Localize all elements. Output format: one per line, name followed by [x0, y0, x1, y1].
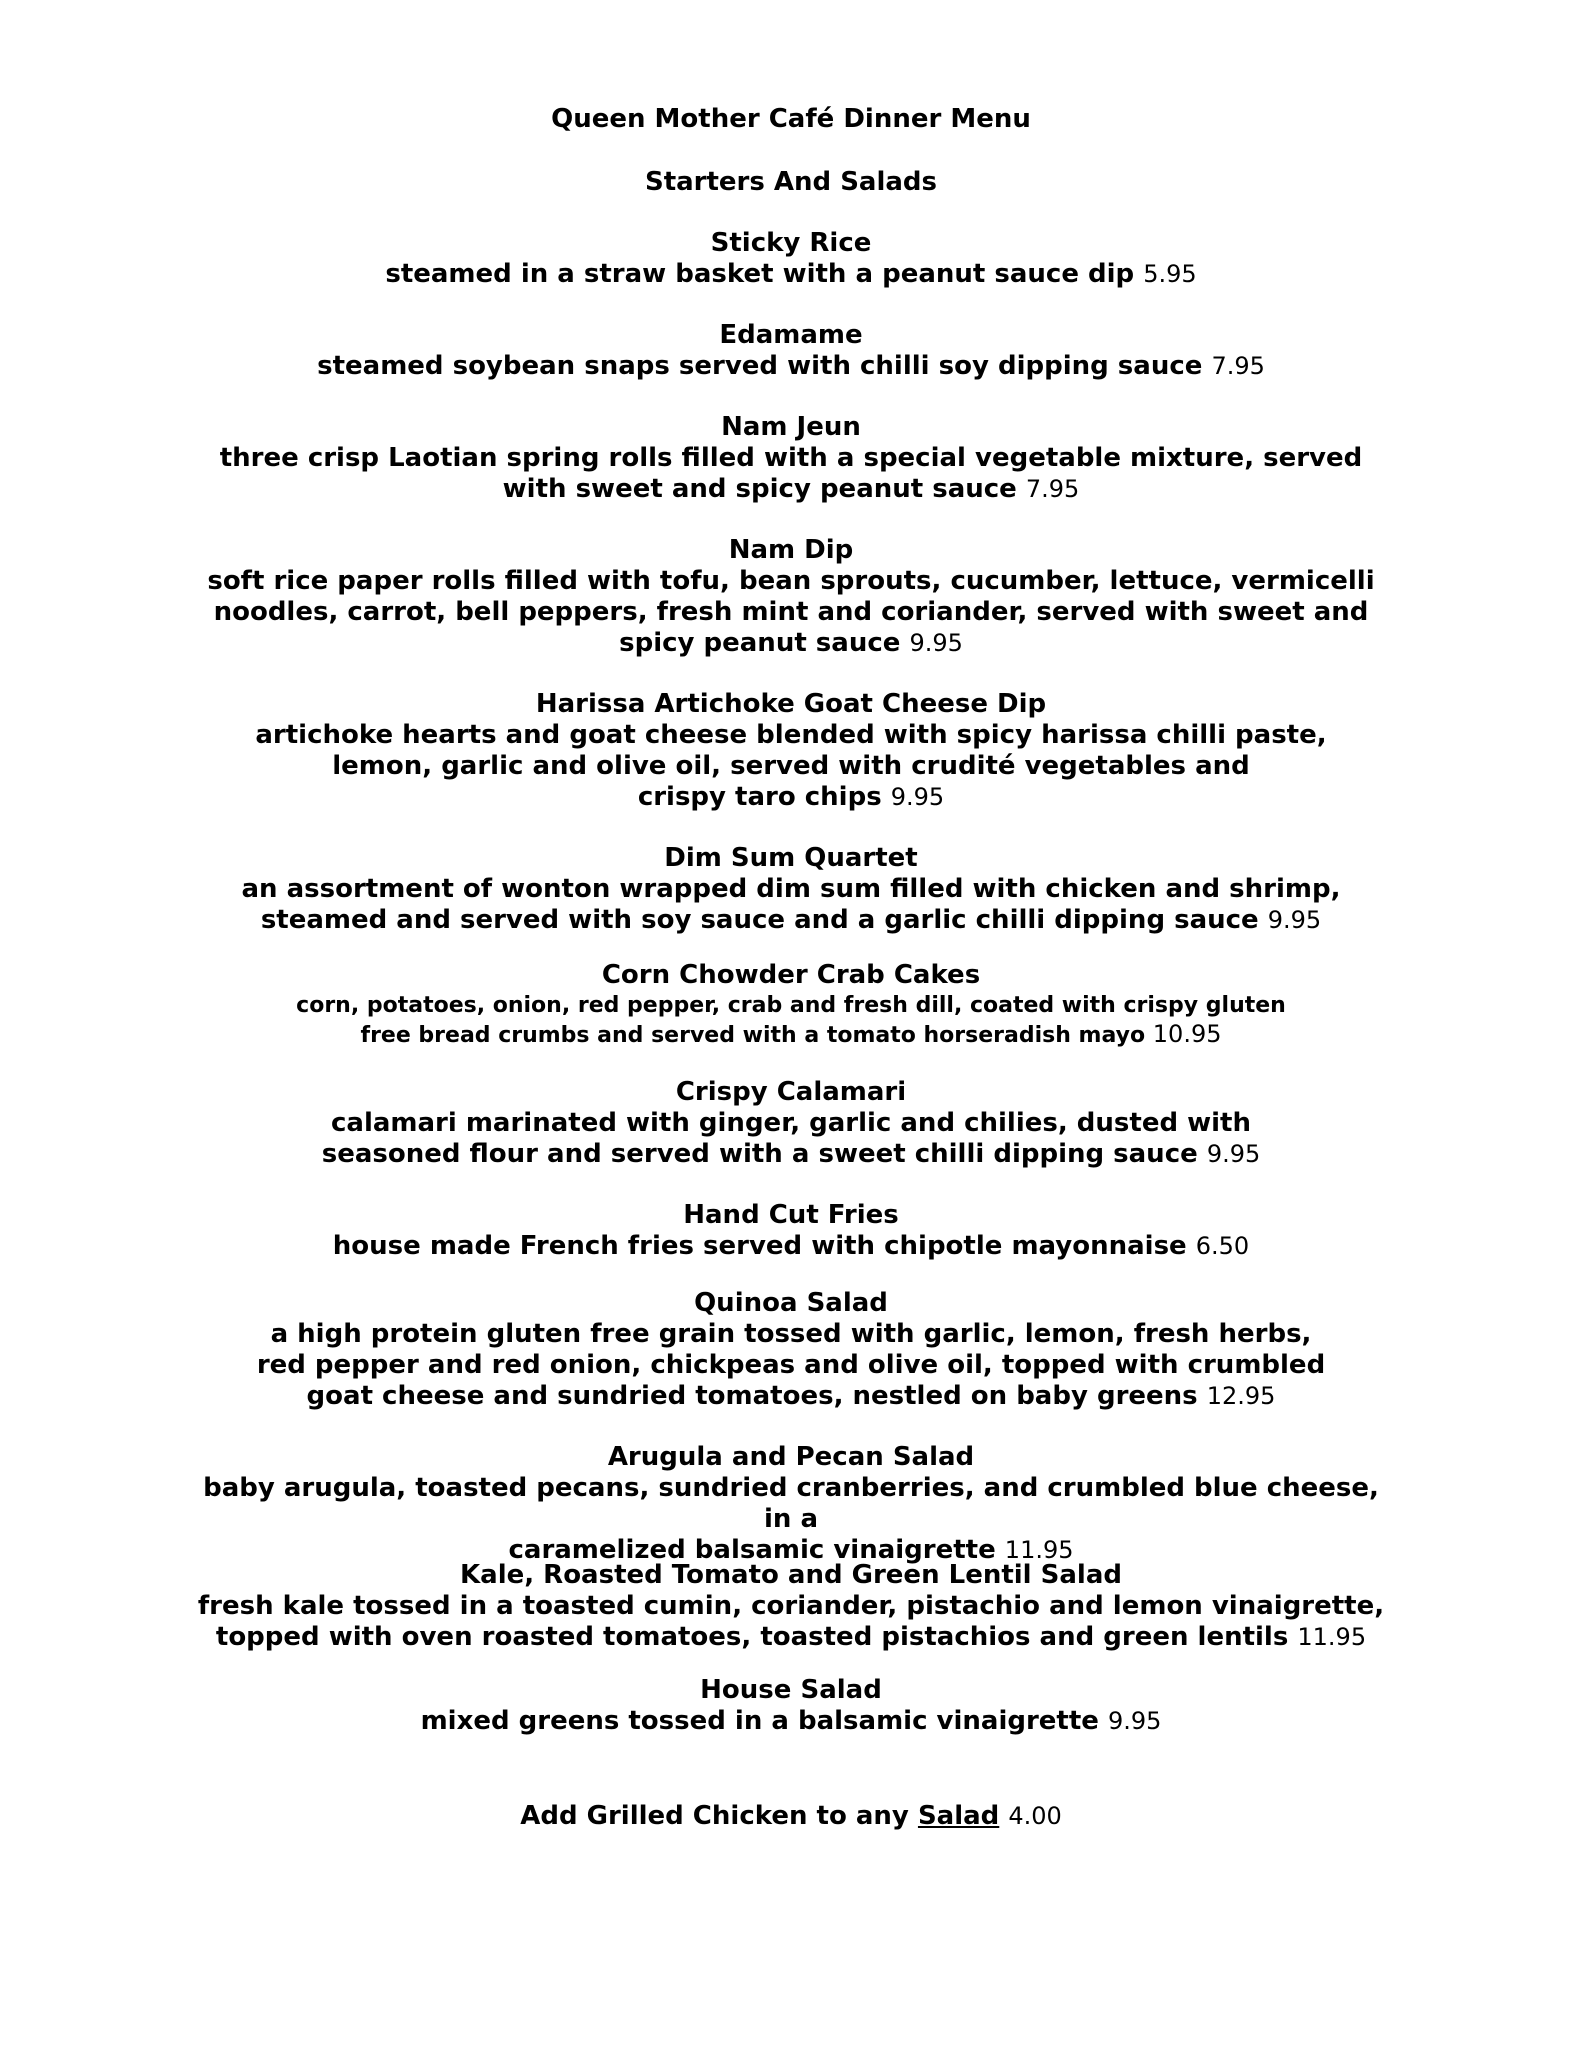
menu-item-description-line	[190, 1319, 1392, 1350]
menu-item	[190, 1077, 1392, 1170]
menu-item-price: 7.95	[1025, 475, 1080, 503]
menu-item-description-text: spicy peanut sauce	[619, 628, 901, 658]
menu-item-description-line	[190, 1139, 1392, 1170]
menu-item-description-text: fresh kale tossed in a toasted cumin, coriander, pistachio and lemon vinaigrette,	[197, 1591, 1385, 1621]
menu-item-description-line	[190, 782, 1392, 813]
menu-item-description-line	[190, 751, 1392, 782]
menu-item-description-text: red pepper and red onion, chickpeas and olive oil, topped with crumbled	[256, 1350, 1326, 1380]
menu-item	[190, 412, 1392, 505]
add-on-price: 4.00	[1008, 1802, 1062, 1830]
menu-item-name: Crispy Calamari	[675, 1077, 907, 1107]
menu-item-description-line	[190, 1020, 1392, 1050]
menu-item-name: Nam Jeun	[721, 412, 861, 442]
menu-item	[190, 1200, 1392, 1262]
menu-item	[190, 1675, 1392, 1737]
add-on-line	[0, 1801, 1582, 1832]
menu-item-description-text: mixed greens tossed in a balsamic vinaigrette	[420, 1706, 1099, 1736]
menu-item-description-line	[190, 566, 1392, 597]
menu-item-description-line	[190, 443, 1392, 474]
menu-item-description-line	[190, 628, 1392, 659]
add-on-text: Add Grilled Chicken to any	[520, 1801, 909, 1831]
menu-item-name: Edamame	[719, 320, 863, 350]
menu-item-description-line	[190, 1591, 1392, 1622]
menu-item-description-line	[190, 259, 1392, 290]
menu-item-name: Nam Dip	[728, 535, 854, 565]
menu-item-description-text: seasoned flour and served with a sweet chilli dipping sauce	[321, 1139, 1198, 1169]
menu-item-description-text: house made French fries served with chipotle mayonnaise	[332, 1231, 1187, 1261]
menu-item-price: 6.50	[1195, 1232, 1250, 1260]
menu-item-description-line	[190, 1350, 1392, 1381]
menu-item-description-text: free bread crumbs and served with a tomato horseradish mayo	[360, 1023, 1146, 1048]
menu-item-price: 10.95	[1152, 1020, 1222, 1048]
section-title: Starters And Salads	[644, 167, 938, 197]
menu-item	[190, 1442, 1392, 1566]
menu-item-description-text: noodles, carrot, bell peppers, fresh mint and coriander, served with sweet and	[213, 597, 1369, 627]
menu-item	[190, 228, 1392, 290]
menu-item-description-line	[190, 1622, 1392, 1653]
menu-item-name: Corn Chowder Crab Cakes	[601, 960, 981, 990]
menu-item-description-text: steamed in a straw basket with a peanut sauce dip	[385, 259, 1135, 289]
menu-item-price: 5.95	[1143, 260, 1197, 288]
menu-item-description-text: steamed and served with soy sauce and a garlic chilli dipping sauce	[260, 905, 1259, 935]
menu-item-description-text: goat cheese and sundried tomatoes, nestled on baby greens	[306, 1381, 1198, 1411]
menu-item-description-line	[190, 1381, 1392, 1412]
menu-item-price: 9.95	[1108, 1707, 1162, 1735]
menu-item-description-line	[190, 1108, 1392, 1139]
menu-item-price: 9.95	[1206, 1140, 1261, 1168]
menu-item-description-line	[190, 1231, 1392, 1262]
menu-item-price: 11.95	[1004, 1536, 1074, 1564]
menu-item-description-line	[190, 991, 1392, 1020]
menu-item-name: Hand Cut Fries	[683, 1200, 899, 1230]
menu-item	[190, 843, 1392, 936]
add-on-salad-link: Salad	[917, 1801, 1000, 1831]
menu-item	[190, 535, 1392, 659]
menu-item-name: Dim Sum Quartet	[664, 843, 918, 873]
menu-item-description-line	[190, 720, 1392, 751]
menu-item-price: 9.95	[1267, 906, 1322, 934]
menu-item-description-text: three crisp Laotian spring rolls filled with a special vegetable mixture, served	[219, 443, 1363, 473]
menu-item-name: Sticky Rice	[710, 228, 872, 258]
menu-item-description-line	[190, 597, 1392, 628]
menu-item-description-line	[190, 351, 1392, 382]
menu-item-description-line	[190, 874, 1392, 905]
menu-item-name: Quinoa Salad	[694, 1288, 888, 1318]
menu-item-price: 11.95	[1297, 1623, 1367, 1651]
menu-item-description-text: calamari marinated with ginger, garlic and chilies, dusted with	[331, 1108, 1251, 1138]
menu-item-name: Arugula and Pecan Salad	[607, 1442, 975, 1472]
menu-item-description-text: baby arugula, toasted pecans, sundried cranberries, and crumbled blue cheese, in a	[203, 1473, 1379, 1534]
menu-item-description-text: artichoke hearts and goat cheese blended with spicy harissa chilli paste,	[255, 720, 1327, 750]
menu-item-description-text: an assortment of wonton wrapped dim sum filled with chicken and shrimp,	[241, 874, 1341, 904]
menu-item-price: 7.95	[1211, 352, 1265, 380]
menu-item-description-text: corn, potatoes, onion, red pepper, crab and fresh dill, coated with crispy gluten	[296, 993, 1286, 1018]
menu-item	[190, 1288, 1392, 1412]
menu-item-name: Harissa Artichoke Goat Cheese Dip	[535, 689, 1047, 719]
menu-item-description-text: a high protein gluten free grain tossed with garlic, lemon, fresh herbs,	[270, 1319, 1312, 1349]
menu-item-name: Kale, Roasted Tomato and Green Lentil Salad	[460, 1560, 1122, 1590]
menu-item-price: 9.95	[909, 629, 963, 657]
menu-item	[190, 1560, 1392, 1653]
menu-item-description-text: topped with oven roasted tomatoes, toasted pistachios and green lentils	[215, 1622, 1289, 1652]
menu-item-description-line	[190, 905, 1392, 936]
menu-item-price: 12.95	[1206, 1382, 1276, 1410]
menu-item	[190, 689, 1392, 813]
menu-item	[190, 320, 1392, 382]
menu-item	[190, 960, 1392, 1050]
menu-item-description-text: caramelized balsamic vinaigrette	[508, 1535, 996, 1565]
menu-item-description-text: with sweet and spicy peanut sauce	[502, 474, 1017, 504]
menu-item-description-line	[190, 1706, 1392, 1737]
menu-title: Queen Mother Café Dinner Menu	[551, 104, 1031, 134]
menu-item-description-text: soft rice paper rolls filled with tofu, bean sprouts, cucumber, lettuce, vermicelli	[207, 566, 1375, 596]
menu-item-description-text: lemon, garlic and olive oil, served with crudité vegetables and	[332, 751, 1250, 781]
menu-item-description-text: steamed soybean snaps served with chilli soy dipping sauce	[317, 351, 1203, 381]
menu-item-name: House Salad	[700, 1675, 882, 1705]
menu-item-description-text: crispy taro chips	[637, 782, 882, 812]
menu-item-description-line	[190, 1473, 1392, 1535]
menu-item-description-line	[190, 474, 1392, 505]
menu-item-price: 9.95	[890, 783, 945, 811]
